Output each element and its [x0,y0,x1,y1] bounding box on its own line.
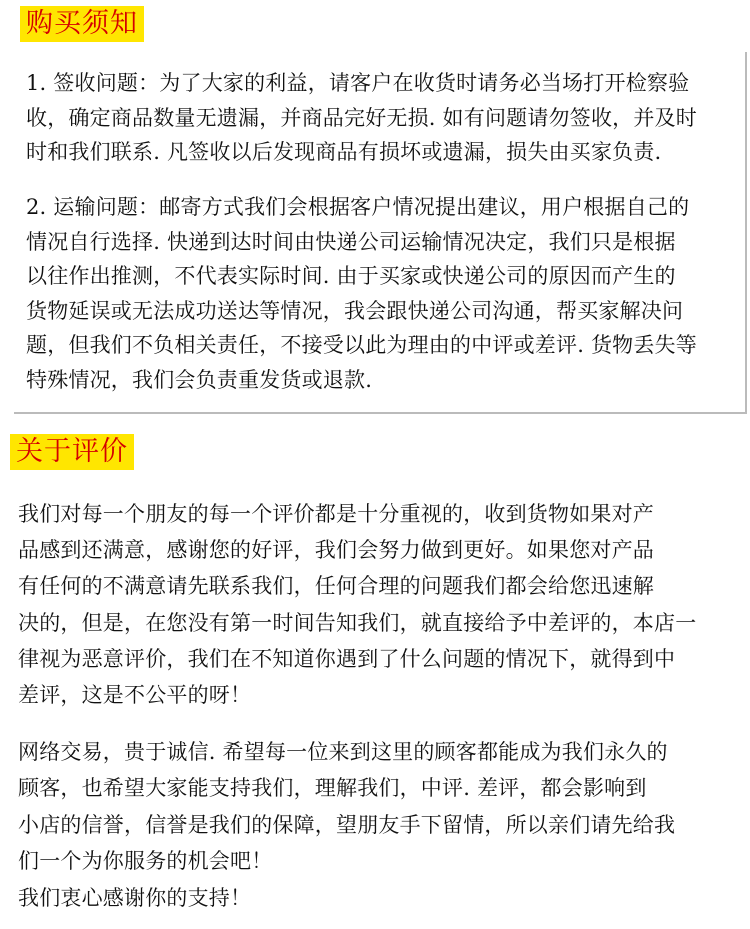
text-line: 有任何的不满意请先联系我们，任何合理的问题我们都会给您迅速解 [18,574,654,599]
text-line: 我们对每一个朋友的每一个评价都是十分重视的，收到货物如果对产 [18,502,654,526]
text-line: 2. 运输问题：邮寄方式我们会根据客户情况提出建议，用户根据自己的 [26,195,690,219]
text-line: 们一个为你服务的机会吧！ [18,849,273,874]
signing-issue-paragraph [26,66,697,170]
text-line: 1. 签收问题：为了大家的利益，请客户在收货时请务必当场打开检察验 [26,71,690,95]
thanks-line: 我们衷心感谢你的支持！ [18,885,252,910]
text-line: 律视为恶意评价，我们在不知道你遇到了什么问题的情况下，就得到中 [18,646,676,671]
integrity-paragraph [18,734,675,916]
text-line: 差评，这是不公平的呀！ [18,683,252,708]
purchase-notice-heading: 购买须知 [20,6,144,42]
text-line: 情况自行选择. 快递到达时间由快递公司运输情况决定，我们只是根据 [26,229,676,254]
text-line: 货物延误或无法成功送达等情况，我会跟快递公司沟通，帮买家解决问 [26,298,684,323]
text-line: 网络交易，贵于诚信. 希望每一位来到这里的顾客都能成为我们永久的 [18,740,668,764]
review-policy-paragraph [18,496,696,713]
text-line: 品感到还满意，感谢您的好评，我们会努力做到更好。如果您对产品 [18,538,654,563]
text-line: 收，确定商品数量无遗漏，并商品完好无损. 如有问题请勿签收，并及时 [26,105,697,130]
text-line: 以往作出推测，不代表实际时间. 由于买家或快递公司的原因而产生的 [26,264,676,288]
text-line: 小店的信誉，信誉是我们的保障，望朋友手下留情，所以亲们请先给我 [18,812,676,837]
text-line: 题，但我们不负相关责任，不接受以此为理由的中评或差评. 货物丢失等 [26,333,697,357]
text-line: 决的，但是，在您没有第一时间告知我们，就直接给予中差评的，本店一 [18,610,697,635]
shipping-issue-paragraph [26,190,697,397]
text-line: 顾客，也希望大家能支持我们，理解我们，中评. 差评，都会影响到 [18,776,647,801]
text-line: 时和我们联系. 凡签收以后发现商品有损坏或遗漏，损失由买家负责. [26,140,662,164]
text-line: 特殊情况，我们会负责重发货或退款. [26,367,373,392]
about-reviews-heading: 关于评价 [10,434,134,470]
